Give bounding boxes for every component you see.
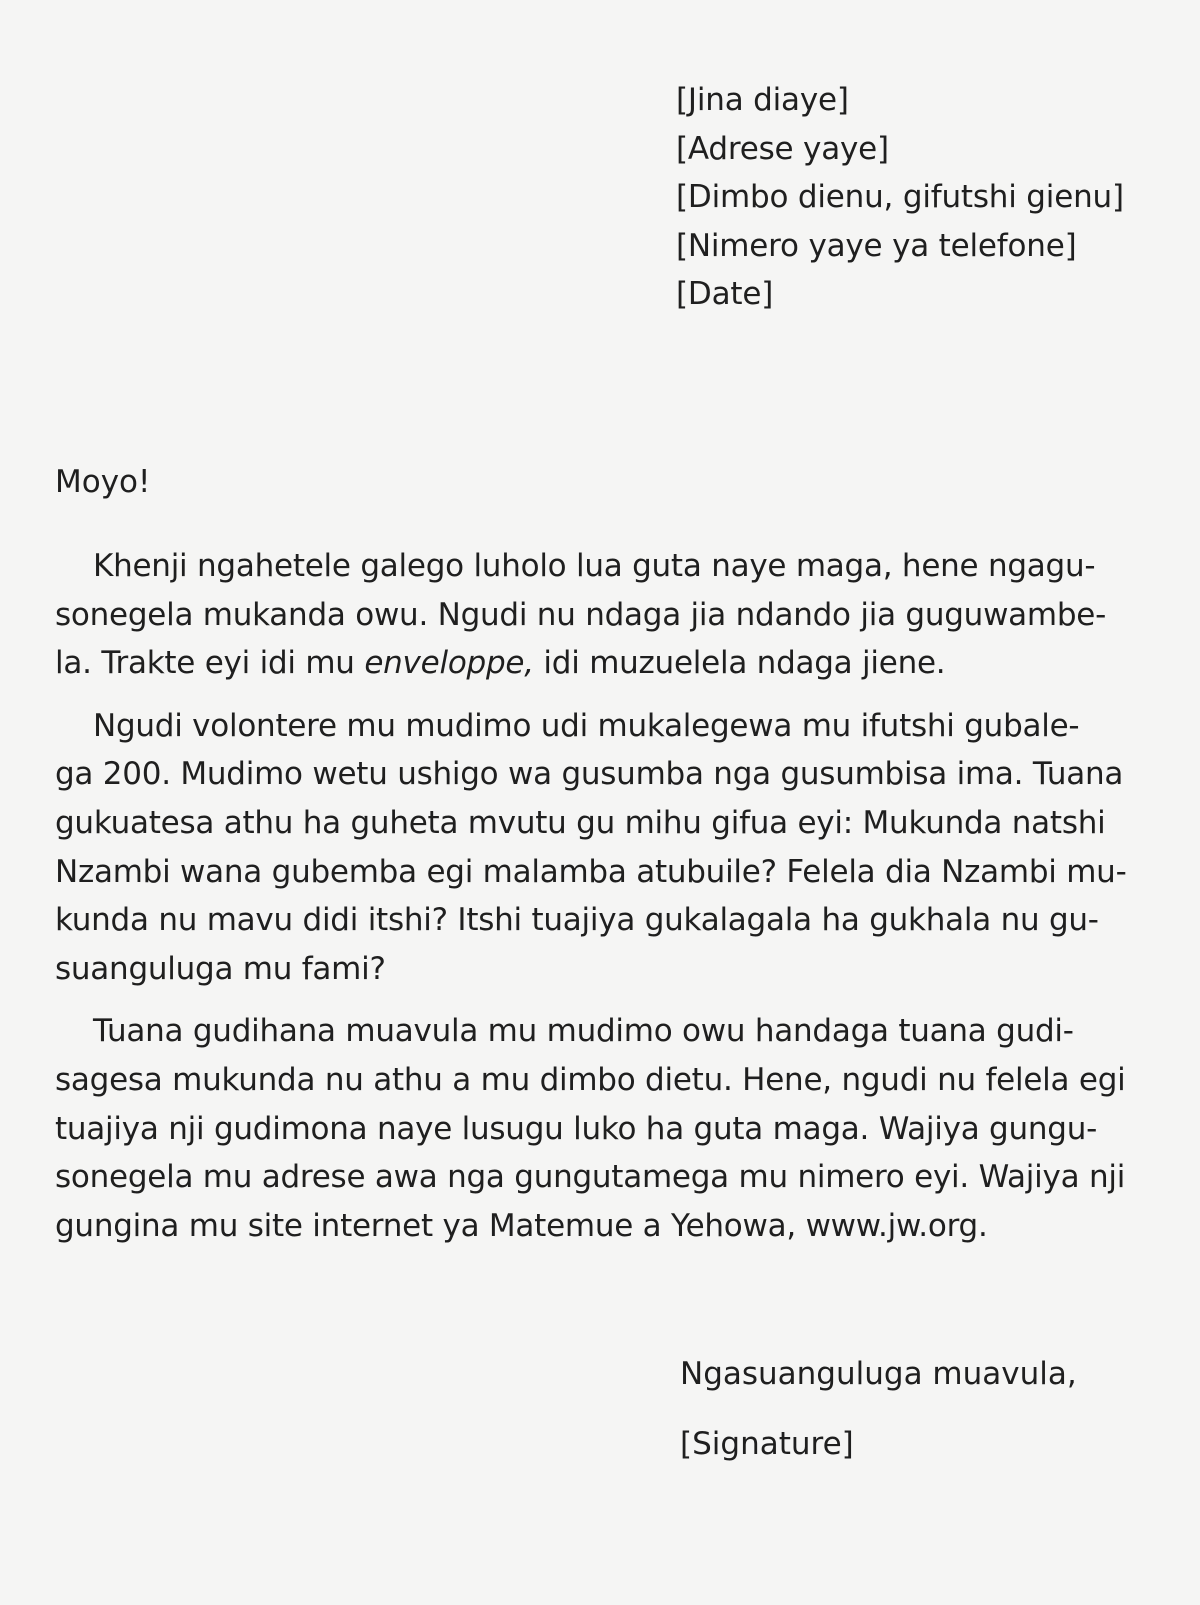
paragraph-line: ga 200. Mudimo wetu ushigo wa gusumba nga gusumbisa ima. Tuana	[55, 756, 1124, 793]
closing: Ngasuanguluga muavula,	[680, 1356, 1077, 1392]
paragraph-3	[55, 1007, 1145, 1250]
paragraph-line: Khenji ngahetele galego luholo lua guta naye maga, hene ngagu-	[93, 548, 1096, 584]
paragraph-line: Tuana gudihana muavula mu mudimo owu handaga tuana gudi-	[93, 1013, 1074, 1050]
letter-body	[55, 542, 1145, 1264]
sender-city-country: [Dimbo dienu, gifutshi gienu]	[676, 179, 1124, 215]
paragraph-line: sagesa mukunda nu athu a mu dimbo dietu. Hene, ngudi nu felela egi	[55, 1061, 1126, 1098]
paragraph-2	[55, 702, 1145, 994]
paragraph-line	[55, 639, 1145, 688]
paragraph-line: kunda nu mavu didi itshi? Itshi tuajiya gukalagala ha gukhala nu gu-	[55, 902, 1099, 939]
paragraph-line: Nzambi wana gubemba egi malamba atubuile? Felela dia Nzambi mu-	[55, 853, 1127, 890]
paragraph-line-part: la. Trakte eyi idi mu	[55, 645, 365, 682]
paragraph-line: Ngudi volontere mu mudimo udi mukalegewa mu ifutshi gubale-	[93, 707, 1080, 744]
sender-phone: [Nimero yaye ya telefone]	[676, 227, 1077, 264]
paragraph-line: tuajiya nji gudimona naye lusugu luko ha guta maga. Wajiya gungu-	[55, 1110, 1098, 1147]
sender-address: [Adrese yaye]	[676, 130, 889, 167]
paragraph-line-part: idi muzuelela ndaga jiene.	[533, 645, 946, 682]
signature-placeholder: [Signature]	[680, 1426, 854, 1462]
paragraph-line: suanguluga mu fami?	[55, 950, 386, 987]
paragraph-line: sonegela mu adrese awa nga gungutamega mu nimero eyi. Wajiya nji	[55, 1159, 1126, 1196]
paragraph-1	[55, 542, 1145, 688]
sender-name: [Jina diaye]	[676, 82, 849, 118]
paragraph-line: gukuatesa athu ha guheta mvutu gu mihu gifua eyi: Mukunda natshi	[55, 804, 1106, 841]
letter-date: [Date]	[676, 276, 774, 312]
greeting: Moyo!	[55, 464, 151, 500]
paragraph-line: sonegela mukanda owu. Ngudi nu ndaga jia ndando jia guguwambe-	[55, 596, 1107, 633]
italic-word: enveloppe,	[364, 645, 534, 682]
sender-address-block	[676, 76, 1176, 319]
paragraph-line: gungina mu site internet ya Matemue a Yehowa, www.jw.org.	[55, 1207, 988, 1244]
